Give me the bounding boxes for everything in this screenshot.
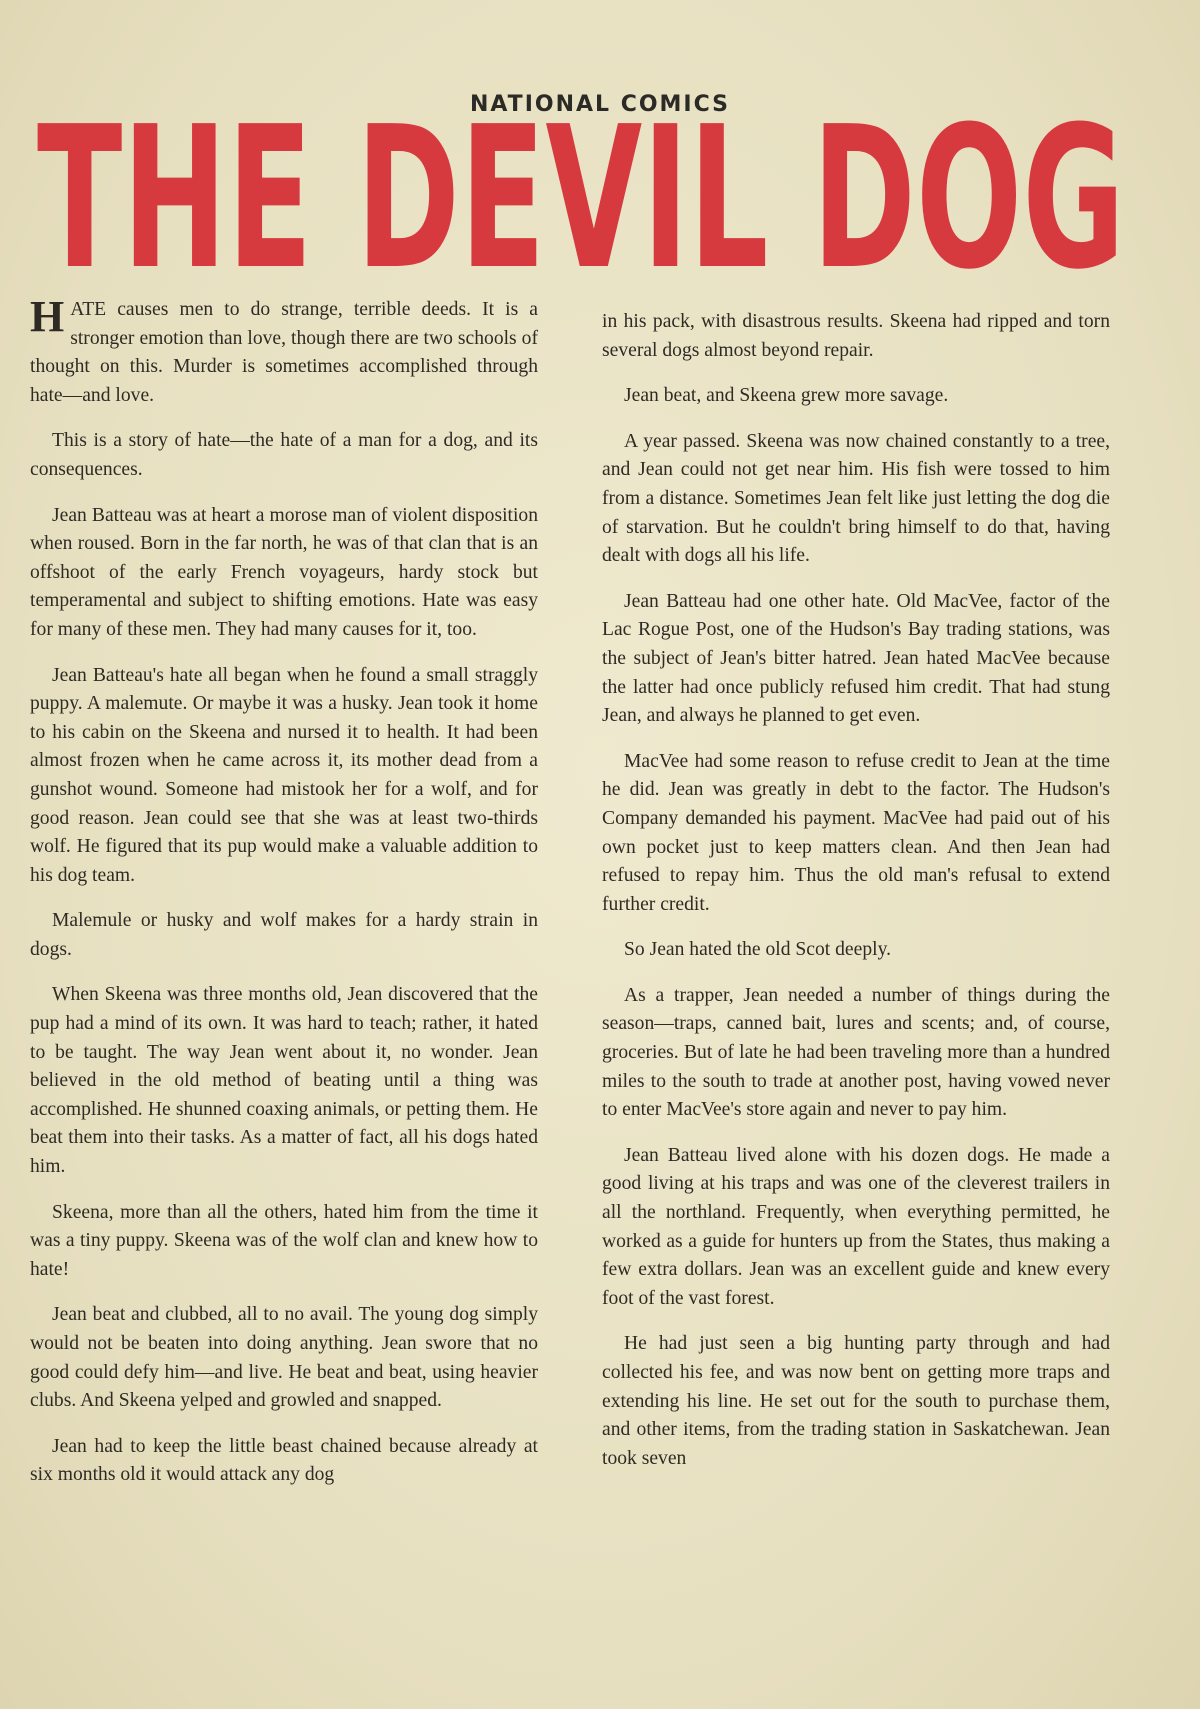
paragraph-17: He had just seen a big hunting party through and had collected his fee, and was now bent on getting more traps and extending his line. He set out for the south to purchase them, and other items, from the trading station in Saskatchewan. Jean took seven [602,1333,1110,1469]
paragraph-8: Jean beat and clubbed, all to no avail. The young dog simply would not be beaten into doing anything. Jean swore that no good could defy him—and live. He beat and beat, using heavier clubs. And Skeena yelped and growled and snapped. [30,1304,538,1412]
paragraph-14: So Jean hated the old Scot deeply. [624,939,891,961]
story-title-graphic [36,108,1126,270]
paragraph-11: A year passed. Skeena was now chained constantly to a tree, and Jean could not get near him. His fish were tossed to him from a distance. Sometimes Jean felt like just letting the dog die of starvation. But he couldn't bring himself to do that, having dealt with dogs all his life. [602,430,1110,567]
paragraph-13: MacVee had some reason to refuse credit to Jean at the time he did. Jean was greatly in debt to the factor. The Hudson's Company demanded his payment. MacVee had paid out of his own pocket just to keep matters clean. And then Jean had refused to repay him. Thus the old man's refusal to extend further credit. [602,750,1110,915]
paragraph-1 [30,292,538,410]
paragraph-12: Jean Batteau had one other hate. Old MacVee, factor of the Lac Rogue Post, one of the Hudson's Bay trading stations, was the subject of Jean's bitter hatred. Jean hated MacVee because the latter had once publicly refused him credit. That had stung Jean, and always he planned to get even. [602,590,1110,727]
left-column [30,292,538,1507]
paragraph-1-text: ATE causes men to do strange, terrible deeds. It is a stronger emotion than love, though there are two schools of thought on this. Murder is sometimes accomplished through hate—and love. [30,299,538,406]
masthead: NATIONAL COMICS [469,92,731,117]
drop-cap: H [30,292,65,341]
paragraph-10: Jean beat, and Skeena grew more savage. [624,385,949,407]
paragraph-7: Skeena, more than all the others, hated him from the time it was a tiny puppy. Skeena was of the wolf clan and knew how to hate! [30,1201,538,1280]
story-title [36,108,1126,270]
continuation-paragraph: in his pack, with disastrous results. Skeena had ripped and torn several dogs almost beyond repair. [602,311,1110,361]
paragraph-3: Jean Batteau was at heart a morose man of violent disposition when roused. Born in the far north, he was of that clan that is an offshoot of the early French voyageurs, hardy stock but temperamental and subject to shifting emotions. Hate was easy for many of these men. They had many causes for it, too. [30,504,538,640]
paragraph-6: When Skeena was three months old, Jean discovered that the pup had a mind of its own. It was hard to teach; rather, it hated to be taught. The way Jean went about it, no wonder. Jean believed in the old method of beating until a thing was accomplished. He shunned coaxing animals, or petting them. He beat them into their tasks. As a matter of fact, all his dogs hated him. [30,984,538,1178]
paragraph-16: Jean Batteau lived alone with his dozen dogs. He made a good living at his traps and was one of the cleverest trailers in all the northland. Frequently, when everything permitted, he worked as a guide for hunters up from the States, thus making a few extra dollars. Jean was an excellent guide and knew every foot of the vast forest. [602,1144,1110,1309]
paragraph-15: As a trapper, Jean needed a number of things during the season—traps, canned bait, lures and scents; and, of course, groceries. But of late he had been traveling more than a hundred miles to the south to trade at another post, having vowed never to enter MacVee's store again and never to pay him. [602,984,1110,1121]
paragraph-4: Jean Batteau's hate all began when he found a small straggly puppy. A malemute. Or maybe it was a husky. Jean took it home to his cabin on the Skeena and nursed it to health. It had been almost frozen when he came across it, its mother dead from a gunshot wound. Someone had mistook her for a wolf, and for good reason. Jean could see that she was at least two-thirds wolf. He figured that its pup would make a valuable addition to his dog team. [30,664,538,886]
story-title-text: THE DEVIL DOG [37,108,1125,270]
paragraph-2: This is a story of hate—the hate of a man for a dog, and its consequences. [30,430,538,480]
right-column [602,308,1110,1490]
paragraph-9: Jean had to keep the little beast chained because already at six months old it would attack any dog [30,1435,538,1486]
paragraph-5: Malemule or husky and wolf makes for a hardy strain in dogs. [30,910,538,960]
